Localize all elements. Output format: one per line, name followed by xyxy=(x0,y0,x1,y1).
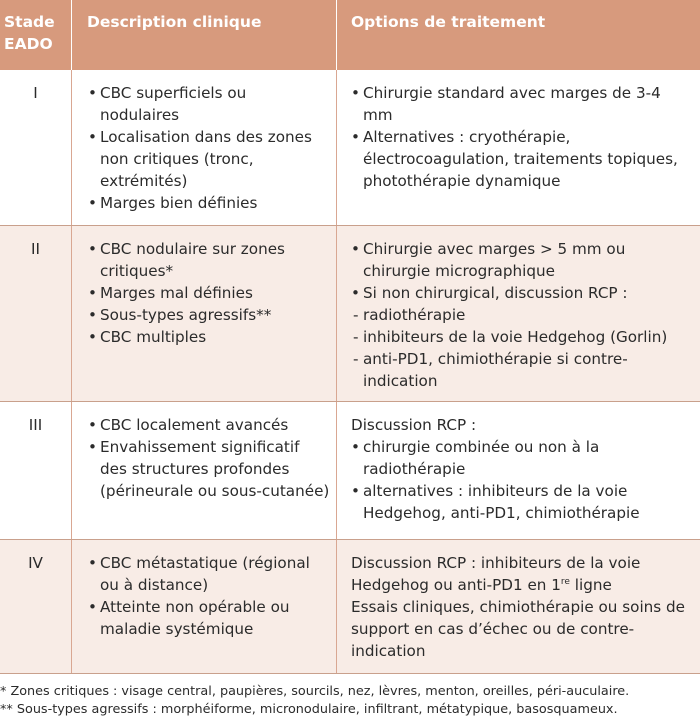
option-item-label: Si non chirurgical, discussion RCP : xyxy=(363,284,628,302)
description-item: • Localisation dans des zones non critiques (tronc, extrémités) xyxy=(88,126,330,192)
footnote: * Zones critiques : visage central, paupières, sourcils, nez, lèvres, menton, oreilles, péri-auculaire. xyxy=(0,684,630,699)
option-item: • alternatives : inhibiteurs de la voie Hedgehog, anti-PD1, chimiothérapie xyxy=(351,480,692,524)
ordinal-superscript: re xyxy=(560,576,570,587)
description-item: • Marges bien définies xyxy=(88,192,330,214)
description-item: • Envahissement significatif des structures profondes (périneurale ou sous-cutanée) xyxy=(88,436,330,502)
option-item xyxy=(351,282,692,304)
description-cell xyxy=(72,402,337,539)
footnote: ** Sous-types agressifs : morphéiforme, micronodulaire, infiltrant, métatypique, basosquameux. xyxy=(0,702,618,717)
description-item: • CBC multiples xyxy=(88,326,330,348)
option-text: Discussion RCP : inhibiteurs de la voie Hedgehog ou anti-PD1 en 1 xyxy=(351,554,641,594)
option-text-end: ligne xyxy=(569,576,612,594)
description-item: • Sous-types agressifs** xyxy=(88,304,330,326)
description-item: • CBC superficiels ou nodulaires xyxy=(88,82,330,126)
option-plain: Essais cliniques, chimiothérapie ou soins de support en cas d’échec ou de contre-indication xyxy=(351,598,686,660)
header-stage: Stade EADO xyxy=(0,0,72,70)
header-description: Description clinique xyxy=(72,0,337,70)
option-item: • Chirurgie standard avec marges de 3-4 mm xyxy=(351,82,692,126)
options-cell xyxy=(337,402,700,539)
option-subitem: - inhibiteurs de la voie Hedgehog (Gorlin) xyxy=(351,326,692,348)
option-item: • chirurgie combinée ou non à la radiothérapie xyxy=(351,436,692,480)
footnotes xyxy=(0,683,700,719)
stage-cell: I xyxy=(0,70,72,225)
options-cell xyxy=(337,540,700,673)
option-plain xyxy=(351,552,692,596)
table-row xyxy=(0,540,700,674)
options-cell xyxy=(337,226,700,401)
options-cell xyxy=(337,70,700,225)
stage-cell: IV xyxy=(0,540,72,673)
stage-cell: III xyxy=(0,402,72,539)
option-subitem: - anti-PD1, chimiothérapie si contre-indication xyxy=(351,348,692,392)
stage-cell: II xyxy=(0,226,72,401)
header-options: Options de traitement xyxy=(351,13,546,31)
description-cell xyxy=(72,226,337,401)
option-item: • Alternatives : cryothérapie, électrocoagulation, traitements topiques, photothérapie dynamique xyxy=(351,126,692,192)
option-plain: Discussion RCP : xyxy=(351,416,477,434)
description-item: • CBC nodulaire sur zones critiques* xyxy=(88,238,330,282)
description-item: • CBC localement avancés xyxy=(88,414,330,436)
description-item: • Marges mal définies xyxy=(88,282,330,304)
description-cell xyxy=(72,70,337,225)
table-row xyxy=(0,70,700,226)
option-subitem: - radiothérapie xyxy=(351,304,692,326)
description-item: • CBC métastatique (régional ou à distance) xyxy=(88,552,330,596)
description-item: • Atteinte non opérable ou maladie systémique xyxy=(88,596,330,640)
table-row xyxy=(0,402,700,540)
table-header-row xyxy=(0,0,700,70)
description-cell xyxy=(72,540,337,673)
table-row xyxy=(0,226,700,402)
option-item: • Chirurgie avec marges > 5 mm ou chirurgie micrographique xyxy=(351,238,692,282)
